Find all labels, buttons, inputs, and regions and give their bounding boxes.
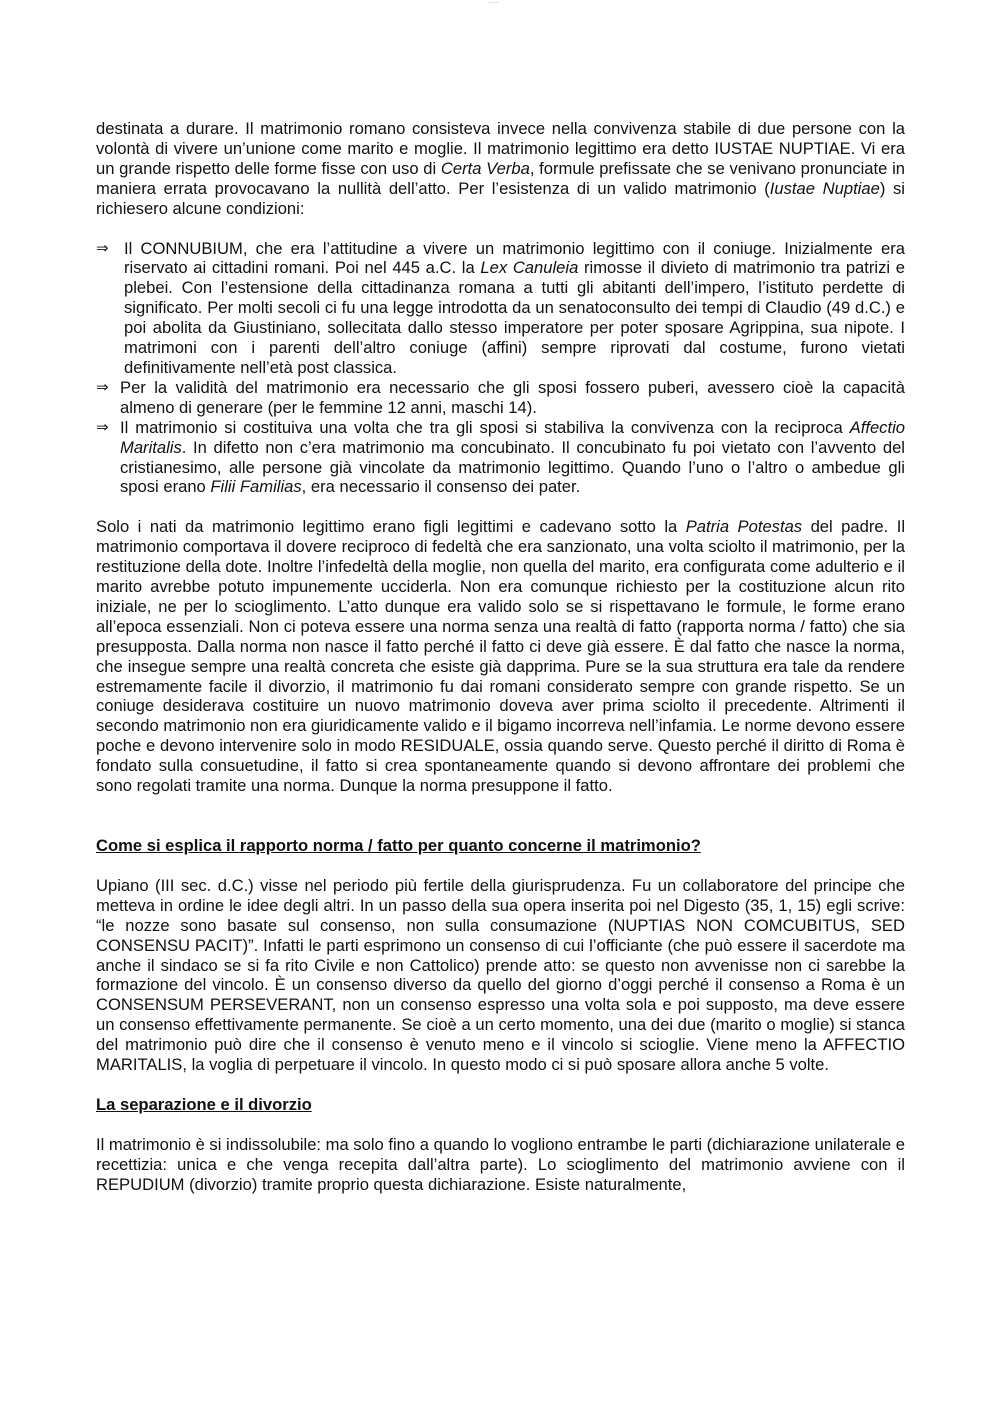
legitimate-children-paragraph: Solo i nati da matrimonio legittimo erano figli legittimi e cadevano sotto la Patria Potestas del padre. Il matrimonio comportava il dovere reciproco di fedeltà che era sanzionato, una volta sciolto il matrimonio, per la restituzione della dote. Inoltre l’infedeltà della moglie, non quella del marito, era configurata come adulterio e il marito avrebbe potuto impunemente ucciderla. Non era comunque richiesto per la costituzione alcun rito iniziale, ne per lo scioglimento. L’atto dunque era valido solo se si rispettavano le formule, le forme erano all’epoca essenziali. Non ci poteva essere una norma senza una realtà di fatto (rapporta norma / fatto) che sia presupposta. Dalla norma non nasce il fatto perché il fatto ci deve già essere. È dal fatto che nasce la norma, che insegue sempre una realtà concreta che esiste già dapprima. Pure se la sua struttura era tale da rendere estremamente facile il divorzio, il matrimonio fu dai romani considerato sempre con grande rispetto. Se un coniuge desiderava costituire un nuovo matrimonio doveva aver prima sciolto il precedente. Altrimenti il secondo matrimonio non era giuridicamente valido e il bigamo incorreva nell’infamia. Le norme devono essere poche e devono intervenire solo in modo RESIDUALE, ossia quando serve. Questo perché il diritto di Roma è fondato sulla consuetudine, il fatto si crea spontaneamente quando si devono affrontare dei problemi che sono regolati tramite una norma. Dunque la norma presuppone il fatto. <box>96 517 906 796</box>
page-header-mark: page header <box>488 2 500 4</box>
list-item: ⇒ Il matrimonio si costituiva una volta che tra gli sposi si stabiliva la convivenza con la reciproca Affectio Maritalis. In difetto non c’era matrimonio ma concubinato. Il concubinato fu poi vietato con l’avvento del cristianesimo, alle persone già vincolate da matrimonio legittimo. Quando l’uno o l’altro o ambedue gli sposi erano Filii Familias, era necessario il consenso dei pater. <box>96 417 905 497</box>
section-heading-norma-fatto: Come si esplica il rapporto norma / fatto per quanto concerne il matrimonio? <box>96 836 701 855</box>
conditions-list <box>96 239 905 498</box>
divorce-paragraph: Il matrimonio è si indissolubile: ma solo fino a quando lo vogliono entrambe le parti (dichiarazione unilaterale e recettizia: unica e che venga recepita dall’altra parte). Lo scioglimento del matrimonio avviene con il REPUDIUM (divorzio) tramite proprio questa dichiarazione. Esiste naturalmente, <box>96 1134 905 1194</box>
arrow-right-icon: ⇒ <box>96 417 109 436</box>
section-heading-divorzio: La separazione e il divorzio <box>96 1094 312 1114</box>
upiano-paragraph: Upiano (III sec. d.C.) visse nel periodo più fertile della giurisprudenza. Fu un collaboratore del principe che metteva in ordine le idee degli altri. In un passo della sua opera inserita poi nel Digesto (35, 1, 15) egli scrive: “le nozze sono basate sul consenso, non sulla consumazione (NUPTIAS NON COMCUBITUS, SED CONSENSU PACIT)”. Infatti le parti esprimono un consenso di cui l’officiante (che può essere il sacerdote ma anche il sindaco se si fa rito Civile e non Cattolico) prende atto: se questo non avvenisse non ci sarebbe la formazione del vincolo. È un consenso diverso da quello del giorno d’oggi perché il consenso a Roma è un CONSENSUM PERSEVERANT, non un consenso espresso una volta sola e poi supposto, ma deve essere un consenso effettivamente permanente. Se cioè a un certo momento, una dei due (marito o moglie) si stanca del matrimonio può dire che il consenso è venuto meno e il vincolo si scioglie. Viene meno la AFFECTIO MARITALIS, la voglia di perpetuare il vincolo. In questo modo ci si può sposare allora anche 5 volte. <box>96 875 905 1075</box>
arrow-right-icon: ⇒ <box>96 377 109 396</box>
arrow-right-icon: ⇒ <box>96 238 109 257</box>
list-item: ⇒ Il CONNUBIUM, che era l’attitudine a vivere un matrimonio legittimo con il coniuge. Inizialmente era riservato ai cittadini romani. Poi nel 445 a.C. la Lex Canuleia rimosse il divieto di matrimonio tra patrizi e plebei. Con l’estensione della cittadinanza romana a tutti gli abitanti dell’impero, l’istituto perdette di significato. Per molti secoli ci fu una legge introdotta da un senatoconsulto dei tempi di Claudio (49 d.C.) e poi abolita da Giustiniano, sollecitata dallo stesso imperatore per poter sposare Agrippina, sua nipote. I matrimoni con i parenti dell’altro coniuge (affini) sempre riprovati dal costume, furono vietati definitivamente nell’età post classica. <box>96 238 905 377</box>
intro-paragraph: destinata a durare. Il matrimonio romano consisteva invece nella convivenza stabile di due persone con la volontà di vivere un’unione come marito e moglie. Il matrimonio legittimo era detto IUSTAE NUPTIAE. Vi era un grande rispetto delle forme fisse con uso di Certa Verba, formule prefissate che se venivano pronunciate in maniera errata provocavano la nullità dell’atto. Per l’esistenza di un valido matrimonio (Iustae Nuptiae) si richiesero alcune condizioni: <box>96 119 905 218</box>
document-page <box>96 119 905 1195</box>
list-item: ⇒ Per la validità del matrimonio era necessario che gli sposi fossero puberi, avessero cioè la capacità almeno di generare (per le femmine 12 anni, maschi 14). <box>96 377 905 417</box>
